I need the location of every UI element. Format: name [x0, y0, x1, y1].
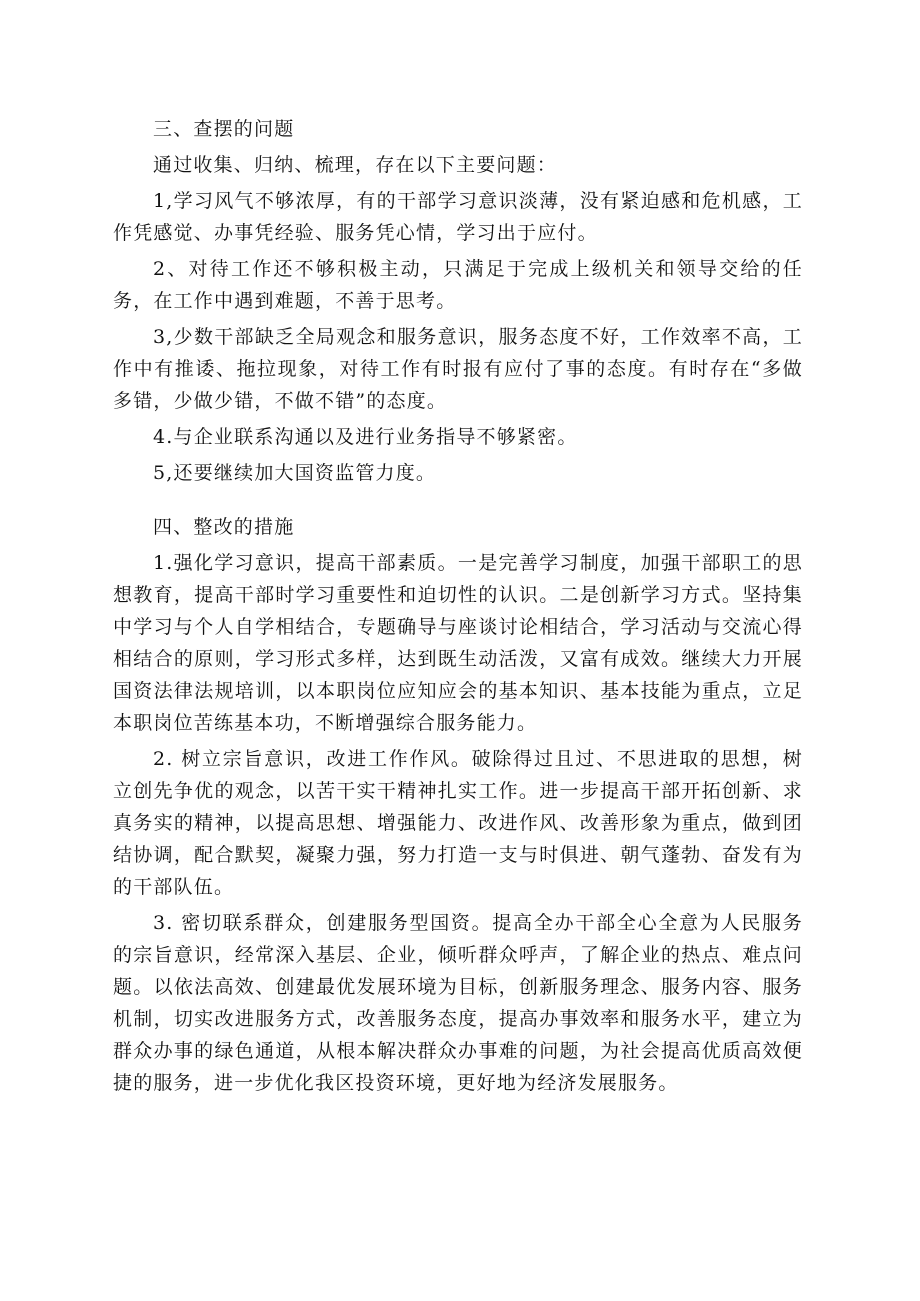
document-body [113, 113, 803, 1103]
section-heading-measures: 四、整改的措施 [153, 516, 295, 538]
section-intro: 通过收集、归纳、梳理，存在以下主要问题： [153, 154, 558, 176]
measure-item-3: 3. 密切联系群众，创建服务型国资。提高全办干部全心全意为人民服务的宗旨意识，经常深入基层、企业，倾听群众呼声，了解企业的热点、难点问题。以依法高效、创建最优发展环境为目标，创新服务理念、服务内容、服务机制，切实改进服务方式，改善服务态度，提高办事效率和服务水平，建立为群众办事的绿色通道，从根本解决群众办事难的问题，为社会提高优质高效便捷的服务，进一步优化我区投资环境，更好地为经济发展服务。 [113, 912, 803, 1094]
measure-item-1: 1.强化学习意识，提高干部素质。一是完善学习制度，加强干部职工的思想教育，提高干部时学习重要性和迫切性的认识。二是创新学习方式。坚持集中学习与个人自学相结合，专题确导与座谈讨论相结合，学习活动与交流心得相结合的原则，学习形式多样，达到既生动活泼，又富有成效。继续大力开展国资法律法规培训，以本职岗位应知应会的基本知识、基本技能为重点，立足本职岗位苦练基本功，不断增强综合服务能力。 [113, 552, 803, 734]
problem-item-1: 1,学习风气不够浓厚，有的干部学习意识淡薄，没有紧迫感和危机感，工作凭感觉、办事凭经验、服务凭心情，学习出于应付。 [113, 190, 803, 244]
section-spacer [113, 493, 803, 511]
problem-item-2: 2、对待工作还不够积极主动，只满足于完成上级机关和领导交给的任务，在工作中遇到难题，不善于思考。 [113, 258, 803, 312]
problem-item-4: 4.与企业联系沟通以及进行业务指导不够紧密。 [153, 426, 578, 448]
section-heading-problems: 三、查摆的问题 [153, 118, 295, 140]
problem-item-3: 3,少数干部缺乏全局观念和服务意识，服务态度不好，工作效率不高，工作中有推诿、拖拉现象，对待工作有时报有应付了事的态度。有时存在“多做多错，少做少错，不做不错”的态度。 [113, 326, 803, 412]
measure-item-2: 2. 树立宗旨意识，改进工作作风。破除得过且过、不思进取的思想，树立创先争优的观念，以苦干实干精神扎实工作。进一步提高干部开拓创新、求真务实的精神，以提高思想、增强能力、改进作风、改善形象为重点，做到团结协调，配合默契，凝聚力强，努力打造一支与时俱进、朝气蓬勃、奋发有为的干部队伍。 [113, 748, 803, 898]
problem-item-5: 5,还要继续加大国资监管力度。 [153, 462, 437, 484]
